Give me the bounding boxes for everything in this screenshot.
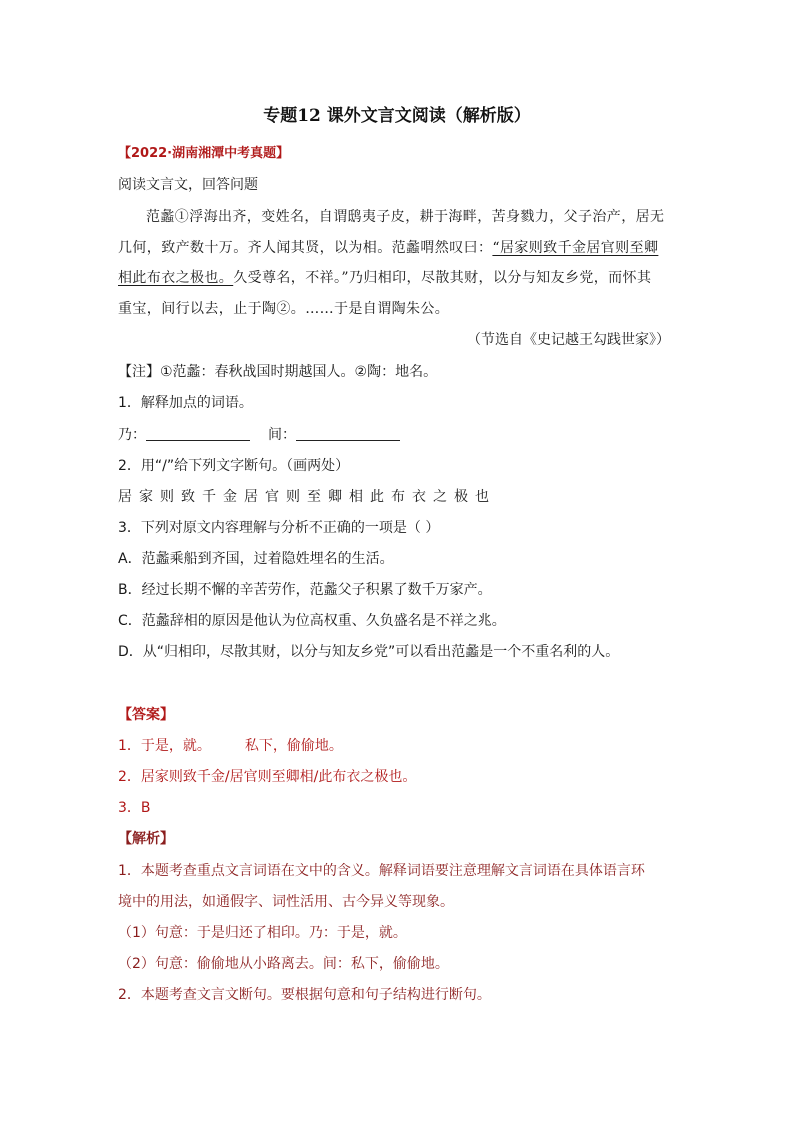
question-2: 2．用“/”给下列文字断句。（画两处） bbox=[118, 458, 350, 474]
answer-heading: 【答案】 bbox=[118, 707, 174, 723]
note-text: 【注】①范蠡：春秋战国时期越国人。②陶：地名。 bbox=[118, 364, 438, 380]
analysis-heading: 【解析】 bbox=[118, 831, 174, 847]
q1-word-b-label: 间： bbox=[268, 427, 296, 443]
option-d: D．从“归相印，尽散其财，以分与知友乡党”可以看出范蠡是一个不重名利的人。 bbox=[118, 644, 620, 660]
passage-line-2 bbox=[118, 238, 658, 258]
analysis-2: 2．本题考查文言文断句。要根据句意和句子结构进行断句。 bbox=[118, 987, 491, 1003]
passage-line-3-text: 久受尊名，不祥。”乃归相印，尽散其财，以分与知友乡党，而怀其 bbox=[233, 270, 652, 286]
page-title: 专题12 课外文言文阅读（解析版） bbox=[263, 106, 531, 126]
analysis-1-item-2: （2）句意：偷偷地从小路离去。间：私下，偷偷地。 bbox=[118, 956, 449, 972]
passage-line-4: 重宝，间行以去，止于陶②。……于是自谓陶朱公。 bbox=[118, 301, 450, 317]
answer-1-part-2: 私下，偷偷地。 bbox=[244, 738, 343, 754]
option-a: A．范蠡乘船到齐国，过着隐姓埋名的生活。 bbox=[118, 551, 394, 567]
answer-2: 2．居家则致千金/居官则至卿相/此布衣之极也。 bbox=[118, 769, 417, 785]
passage-line-1: 范蠡①浮海出齐，变姓名，自谓鸱夷子皮，耕于海畔，苦身戮力，父子治产，居无 bbox=[146, 209, 665, 225]
analysis-1-line-2: 境中的用法，如通假字、词性活用、古今异义等现象。 bbox=[118, 894, 454, 910]
question-2-text: 居家则致千金居官则至卿相此布衣之极也 bbox=[118, 489, 496, 505]
analysis-1-item-1: （1）句意：于是归还了相印。乃：于是，就。 bbox=[118, 925, 407, 941]
passage-line-3 bbox=[118, 268, 651, 288]
answer-1-part-1: 1．于是，就。 bbox=[118, 738, 211, 754]
answer-1 bbox=[118, 736, 343, 756]
option-c: C．范蠡辞相的原因是他认为位高权重、久负盛名是不祥之兆。 bbox=[118, 613, 506, 629]
passage-underlined-quote-b: 相此布衣之极也。 bbox=[118, 270, 234, 286]
question-3: 3．下列对原文内容理解与分析不正确的一项是（ ） bbox=[118, 520, 440, 536]
passage-underlined-quote-a: “居家则致千金居官则至卿 bbox=[492, 240, 659, 256]
question-1: 1．解释加点的词语。 bbox=[118, 395, 253, 411]
option-b: B．经过长期不懈的辛苦劳作，范蠡父子积累了数千万家产。 bbox=[118, 582, 492, 598]
q1-answer-blank-a[interactable] bbox=[146, 426, 250, 441]
passage-line-2-text: 几何，致产数十万。齐人闻其贤，以为相。范蠡喟然叹曰： bbox=[118, 240, 493, 256]
q1-answer-blank-b[interactable] bbox=[296, 426, 400, 441]
source-tag: 【2022·湖南湘潭中考真题】 bbox=[118, 146, 290, 161]
q1-word-a-label: 乃： bbox=[118, 427, 146, 443]
question-1-blanks bbox=[118, 425, 418, 445]
analysis-1-line-1: 1．本题考查重点文言词语在文中的含义。解释词语要注意理解文言词语在具体语言环 bbox=[118, 863, 645, 879]
instruction-text: 阅读文言文，回答问题 bbox=[118, 177, 258, 193]
answer-3: 3．B bbox=[118, 800, 151, 816]
passage-source: （节选自《史记越王勾践世家》） bbox=[467, 332, 670, 348]
